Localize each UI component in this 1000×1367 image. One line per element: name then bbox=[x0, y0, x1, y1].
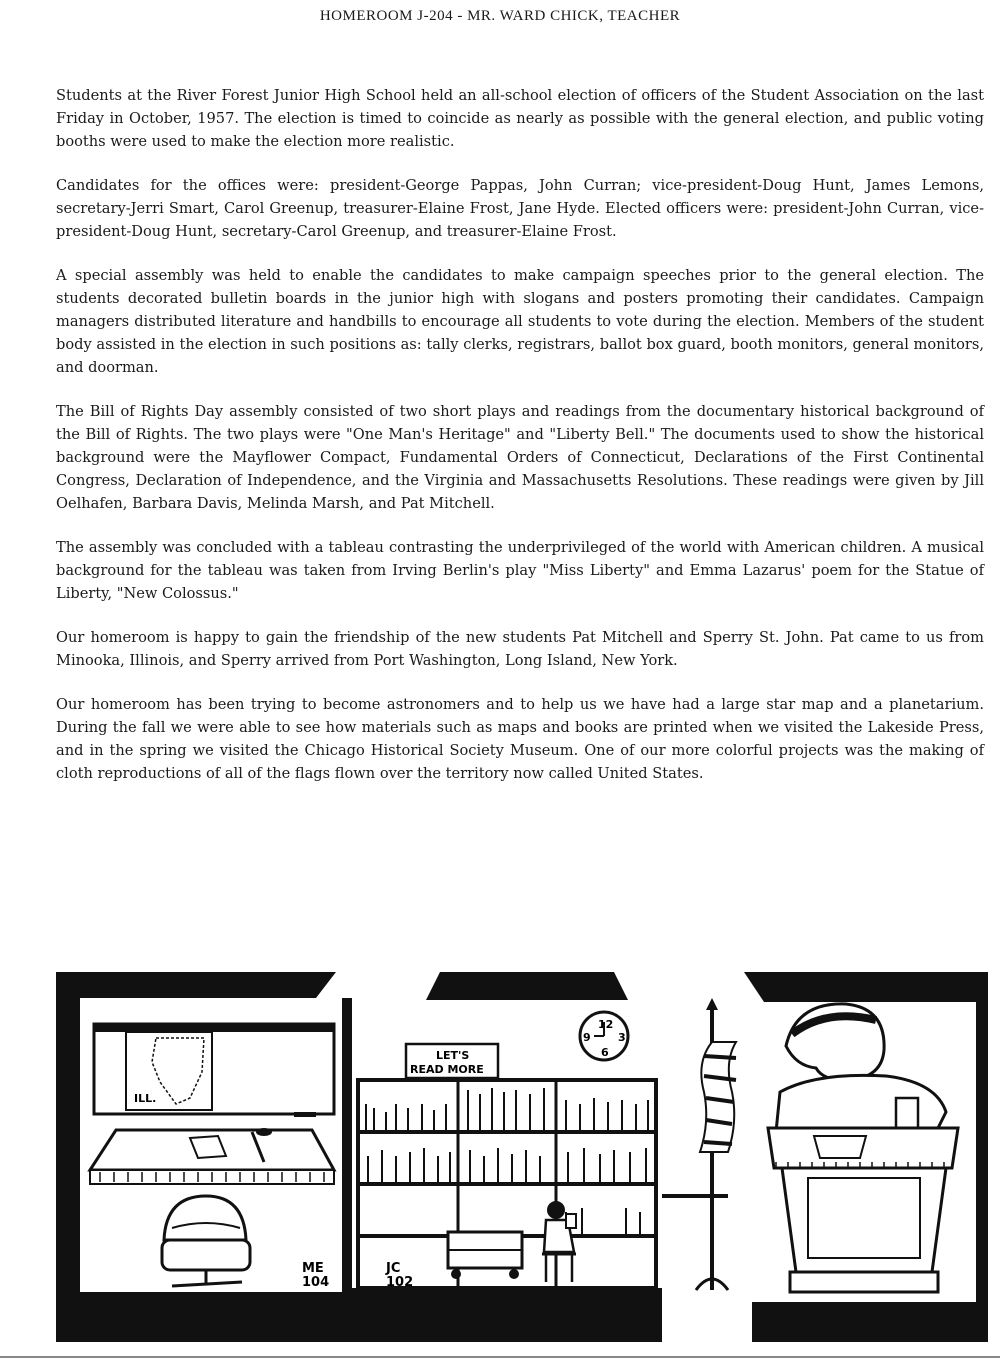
panel-frame-left bbox=[56, 972, 80, 1342]
paragraph-projects: Our homeroom has been trying to become astronomers and to help us we have had a large star map and a planetarium. During the fall we were able to see how materials such as maps and books are printed when we visited the Lakeside Press, and in the spring we visited the Chicago Historical Society Museum. One of our more colorful projects was the making of cloth reproductions of all of the flags flown over the territory now called United States. bbox=[56, 696, 984, 782]
clock-3: 3 bbox=[618, 1031, 626, 1044]
article-body bbox=[56, 84, 984, 806]
classroom-illustration bbox=[56, 972, 988, 1342]
clock-9: 9 bbox=[583, 1031, 591, 1044]
desk-panel bbox=[56, 972, 352, 1342]
sign-line-1: LET'S bbox=[436, 1049, 470, 1062]
illustration-svg bbox=[56, 972, 988, 1342]
panel-frame-top-center bbox=[426, 972, 628, 1000]
panel-frame-top bbox=[56, 972, 336, 998]
paragraph-assembly: A special assembly was held to enable the candidates to make campaign speeches prior to the general election. The students decorated bulletin boards in the junior high with slogans and posters promoting their candidates. Campaign managers distributed literature and handbills to encourage all students to vote during the election. Members of the student body assisted in the election in such positions as: tally clerks, registrars, ballot box guard, booth monitors, general monitors, and doorman. bbox=[56, 267, 984, 376]
panel-frame-top-right bbox=[744, 972, 988, 1002]
paragraph-tableau: The assembly was concluded with a tableau contrasting the underprivileged of the world with American children. A musical background for the tableau was taken from Irving Berlin's play "Miss Liberty" and Emma Lazarus' poem for the Statue of Liberty, "New Colossus." bbox=[56, 539, 984, 602]
speaker-body bbox=[776, 1075, 946, 1132]
clock-12: 12 bbox=[598, 1018, 614, 1031]
lectern-panel bbox=[696, 972, 988, 1342]
paragraph-election: Students at the River Forest Junior High School held an all-school election of officers of the Student Association on the last Friday in October, 1957. The election is timed to coincide as nearly as possible with the general election, and public voting booths were used to make the election more realistic. bbox=[56, 87, 984, 150]
artist-room-1: 104 bbox=[302, 1275, 330, 1290]
sign-line-2: READ MORE bbox=[410, 1063, 484, 1076]
panel-frame-right bbox=[342, 998, 352, 1342]
divider-rail bbox=[662, 1194, 728, 1198]
artist-initials-1: ME bbox=[302, 1261, 324, 1276]
page-bottom-rule bbox=[0, 1356, 1000, 1358]
page-title: HOMEROOM J-204 - MR. WARD CHICK, TEACHER bbox=[319, 8, 681, 24]
reader-book bbox=[566, 1214, 576, 1228]
library-panel bbox=[352, 972, 662, 1342]
panel-frame-bottom-center bbox=[352, 1288, 662, 1342]
paragraph-bill-of-rights: The Bill of Rights Day assembly consisted of two short plays and readings from the documentary historical background of the Bill of Rights. The two plays were "One Man's Heritage" and "Liberty Bell." The documents used to show the historical background were the Mayflower Compact, Fundamental Orders of Connecticut, Declarations of the First Continental Congress, Declaration of Independence, and the Virginia and Massachusetts Resolutions. These readings were given by Jill Oelhafen, Barbara Davis, Melinda Marsh, and Pat Mitchell. bbox=[56, 403, 984, 512]
panel-frame-bottom-right bbox=[752, 1302, 988, 1342]
panel-frame-right-edge bbox=[976, 972, 988, 1342]
artist-initials-2: JC bbox=[386, 1261, 401, 1276]
inkwell bbox=[256, 1128, 272, 1136]
chair-back bbox=[164, 1196, 246, 1240]
paragraph-candidates: Candidates for the offices were: president-George Pappas, John Curran; vice-president-Doug Hunt, James Lemons, secretary-Jerri Smart, Carol Greenup, treasurer-Elaine Frost, Jane Hyde. Elected officers were: president-John Curran, vice-president-Doug Hunt, secretary-Carol Greenup, and treasurer-Elaine Frost. bbox=[56, 177, 984, 240]
artist-room-2: 102 bbox=[386, 1275, 414, 1290]
reader-head bbox=[547, 1201, 565, 1219]
panel-frame-bottom bbox=[56, 1292, 346, 1342]
lectern-stand bbox=[782, 1168, 946, 1272]
chair-seat bbox=[162, 1240, 250, 1270]
map-label: ILL. bbox=[134, 1092, 157, 1105]
lectern-base bbox=[790, 1272, 938, 1292]
clock-6: 6 bbox=[601, 1046, 609, 1059]
eraser bbox=[294, 1112, 316, 1117]
paragraph-new-students: Our homeroom is happy to gain the friendship of the new students Pat Mitchell and Sperry St. John. Pat came to us from Minooka, Illinois, and Sperry arrived from Port Washington, Long Island, New York. bbox=[56, 629, 984, 669]
